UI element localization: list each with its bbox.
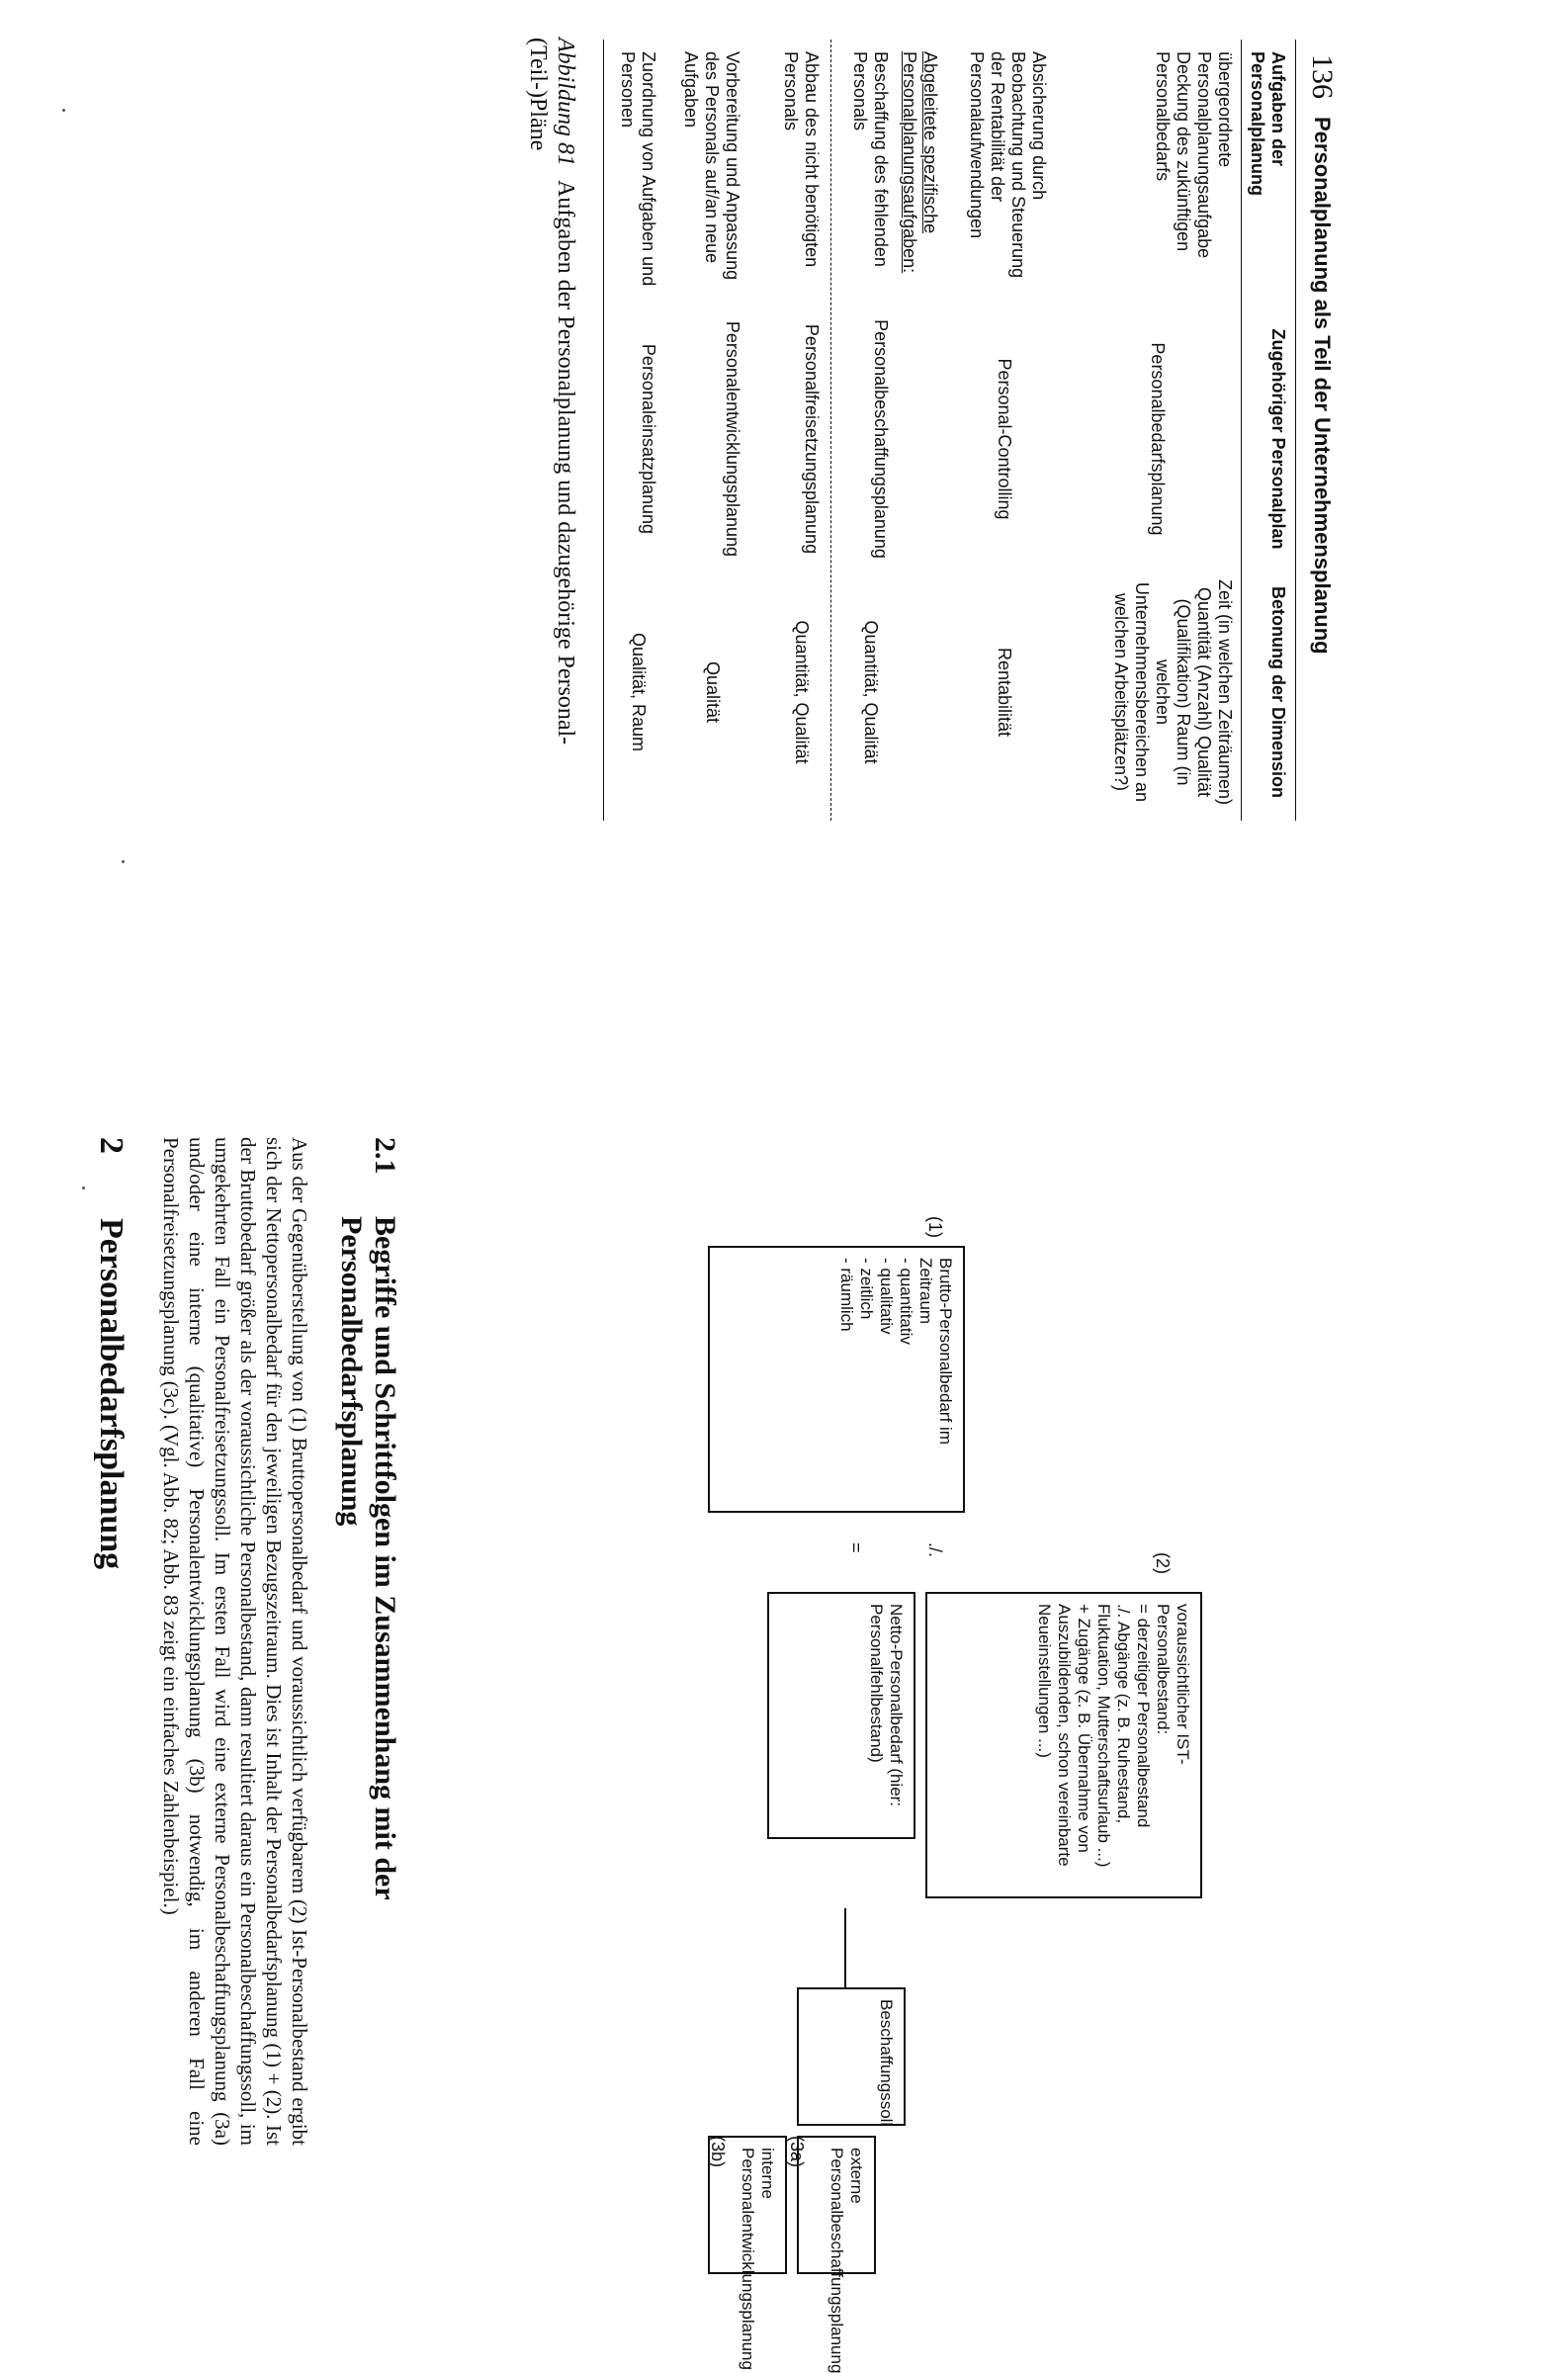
dashed-separator	[830, 40, 831, 821]
body-paragraph: Aus der Gegenüberstellung von (1) Bruttopersonalbedarf und voraussichtlich verfügbarem (2) Ist-Personalbestand ergibt sich der Nettopersonalbedarf für den jeweiligen Bezugszeitraum. Dies ist Inhalt der Personalbedarfsplanung (1) + (2). Ist der Bruttobedarf größer als der voraussichtliche Personalbestand, dann resultiert daraus ein Personalbeschaffungssoll, im umgekehrten Fall ein Personalfreisetzungssoll. Im ersten Fall wird eine externe Personalbeschaffungsplanung (3a) und/oder eine interne (qualitative) Personalentwicklungsplanung (3b) notwendig, im anderen Fall eine Personalfreisetzungsplanung (3c). (Vgl. Abb. 82; Abb. 83 zeigt ein einfaches Zahlenbeispiel.)	[159, 1137, 311, 2146]
section-number: 2.1	[369, 1137, 401, 1175]
table-row-task: Zuordnung von Aufgaben und Personen	[618, 51, 658, 287]
table-row-dimension: Rentabilität	[995, 647, 1014, 738]
table-row-dimension: Zeit (in welchen Zeiträumen) Quantität (Anzahl) Qualität (Qualifikation) Raum (in welchen Unternehmensbereichen an welchen Arbeitsplätzen?)	[1111, 578, 1235, 806]
table-row-plan: Personalbedarfsplanung	[1148, 342, 1168, 536]
col-header-task: Aufgaben der Personalplanung	[1248, 51, 1288, 197]
box-netto-title: Netto-Personalbedarf (hier: Personalfehlbestand)	[867, 1604, 906, 1807]
box-beschaffungssoll-title: Beschaffungssoll	[877, 1999, 896, 2127]
table-row-task: übergeordnete Personalplanungsaufgabe Deckung des zukünftigen Personalbedarfs	[1153, 51, 1235, 259]
col-header-plan: Zugehöriger Personalplan	[1268, 328, 1288, 550]
running-title: Personalplanung als Teil der Unternehmensplanung	[1310, 117, 1335, 655]
table-row-plan: Personalfreisetzungsplanung	[802, 323, 822, 555]
box-netto	[767, 1592, 915, 1839]
table-row-dimension: Qualität	[703, 660, 723, 724]
box2-label: (2)	[1153, 1552, 1173, 1574]
box-ist	[925, 1592, 1202, 1898]
table-row-plan: Personaleinsatzplanung	[639, 343, 658, 535]
box-3a-title: externe Personalbeschaffungsplanung	[828, 2148, 866, 2373]
table-row-task: Beschaffung des fehlenden Personals	[850, 51, 891, 267]
operator-minus: ./.	[925, 1542, 945, 1558]
col-header-dimension: Betonung der Dimension	[1268, 585, 1288, 798]
list-item: - qualitativ	[877, 1258, 896, 1335]
section-title: Begriffe und Schrittfolgen im Zusammenhang mit der Personalbedarfsplanung	[335, 1216, 401, 1900]
chapter-title: Personalbedarfsplanung	[93, 1218, 130, 1570]
table-row-task: Abbau des nicht benötigten Personals	[781, 51, 822, 268]
text-block	[26, 1137, 401, 2165]
table-row-dimension: Quantität, Qualität	[861, 620, 881, 764]
box3a-label: (3a)	[787, 2136, 807, 2168]
operator-equals: =	[846, 1542, 866, 1553]
chapter-number: 2	[93, 1137, 130, 1154]
page-number: 136	[1306, 54, 1339, 99]
table-row-dimension: Quantität, Qualität	[792, 620, 812, 764]
scan-speck	[62, 109, 65, 112]
box-brutto-title: Brutto-Personalbedarf im Zeitraum	[916, 1258, 955, 1445]
box-3b	[708, 2136, 787, 2370]
caption-text: Aufgaben der Personalplanung und dazugehörige Personal-(Teil-)Pläne	[525, 38, 578, 746]
scan-speck	[82, 1186, 85, 1189]
connector-line	[844, 1908, 846, 1987]
table-row-task: Absicherung durch Beobachtung und Steuerung der Rentabilität der Personalaufwendungen	[967, 51, 1049, 279]
list-item: - räumlich	[837, 1258, 856, 1332]
figure-caption	[524, 38, 579, 848]
list-item: - zeitlich	[857, 1258, 876, 1320]
list-item: - quantitativ	[897, 1258, 915, 1345]
box-3a	[797, 2136, 876, 2373]
box-ist-title: voraussichtlicher IST-Personalbestand:	[1154, 1604, 1192, 1765]
table-row-plan: Personalbeschaffungsplanung	[871, 319, 891, 559]
flow-diagram	[688, 1216, 1499, 2373]
caption-label: Abbildung 81	[553, 38, 578, 166]
table-row-dimension: Qualität, Raum	[629, 632, 649, 752]
list-item: ./. Abgänge (z. B. Ruhestand, Fluktuation, Mutterschaftsurlaub ...)	[1094, 1604, 1133, 1868]
list-item: = derzeitiger Personalbestand	[1134, 1604, 1153, 1828]
table-row-task: Vorbereitung und Anpassung des Personals auf/an neue Aufgaben	[681, 51, 742, 281]
table-row-task: Abgeleitete spezifische Personalplanungsaufgaben:	[900, 51, 940, 274]
box1-label: (1)	[925, 1216, 945, 1238]
task-table	[604, 40, 1296, 821]
box-3b-title: interne Personalentwicklungsplanung	[739, 2148, 777, 2370]
table-row-plan: Personal-Controlling	[995, 358, 1014, 520]
scan-speck	[122, 860, 125, 863]
table-row-plan: Personalentwicklungsplanung	[723, 320, 742, 558]
box3b-label: (3b)	[708, 2136, 728, 2168]
box-beschaffungssoll	[797, 1987, 906, 2126]
box-brutto	[708, 1246, 965, 1513]
list-item: + Zugänge (z. B. Übernahme von Auszubildenden, schon vereinbarte Neueinstellungen ...)	[1035, 1604, 1093, 1867]
